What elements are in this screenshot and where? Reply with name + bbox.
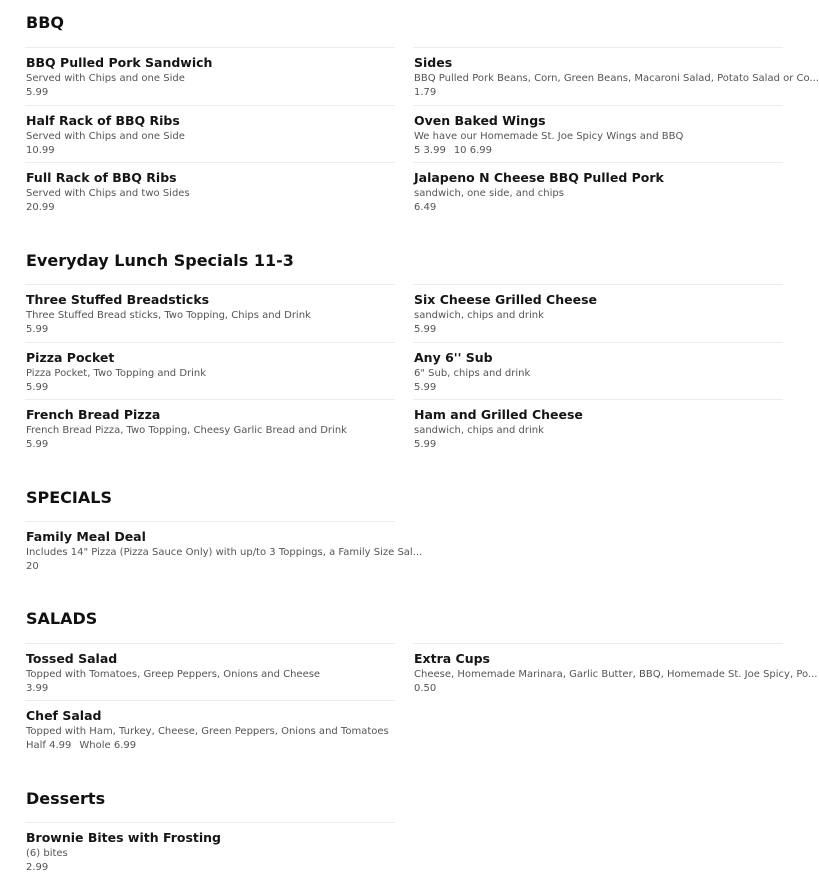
price-option: 10 6.99 (453, 145, 492, 156)
item-description: French Bread Pizza, Two Topping, Cheesy Garlic Bread and Drink (26, 425, 347, 436)
item-price: 5.99 (26, 439, 49, 450)
item-name: French Bread Pizza (26, 407, 161, 422)
item-name: Any 6'' Sub (414, 350, 493, 365)
item-description: Includes 14" Pizza (Pizza Sauce Only) with up/to 3 Toppings, a Family Size Sal... (26, 547, 423, 558)
item-description: Topped with Tomatoes, Greep Peppers, Onions and Cheese (26, 669, 321, 680)
item-price: 5.99 (26, 324, 49, 335)
item-price: 20.99 (26, 202, 55, 213)
item-description: Cheese, Homemade Marinara, Garlic Butter, BBQ, Homemade St. Joe Spicy, Po... (414, 669, 818, 680)
item-description: Topped with Ham, Turkey, Cheese, Green Peppers, Onions and Tomatoes (26, 726, 389, 737)
price-option: 5 3.99 (414, 145, 446, 156)
menu-item-pizza-pocket[interactable] (25, 342, 395, 399)
item-price: 5.99 (26, 87, 49, 98)
menu-item-bbq-pulled-pork-sandwich[interactable] (25, 47, 395, 104)
item-price: 2.99 (26, 862, 49, 873)
item-name: Six Cheese Grilled Cheese (414, 292, 598, 307)
menu-item-extra-cups[interactable] (413, 643, 818, 700)
menu-item-any-6-sub[interactable] (413, 342, 783, 399)
item-price: 5.99 (414, 324, 437, 335)
menu-item-family-meal-deal[interactable] (25, 521, 423, 578)
item-description: sandwich, chips and drink (414, 425, 544, 436)
menu-item-jalapeno-cheese-bbq-pulled-pork[interactable] (413, 162, 783, 219)
menu-item-sides[interactable] (413, 47, 819, 104)
item-description: Pizza Pocket, Two Topping and Drink (26, 368, 207, 379)
price-option: Half 4.99 (26, 740, 72, 751)
item-name: Half Rack of BBQ Ribs (26, 113, 180, 128)
menu-item-six-cheese-grilled-cheese[interactable] (413, 284, 783, 341)
item-description: sandwich, chips and drink (414, 310, 544, 321)
item-price: 5.99 (26, 382, 49, 393)
item-price: 3.99 (26, 683, 49, 694)
item-name: Chef Salad (26, 708, 102, 723)
item-price: 6.49 (414, 202, 437, 213)
section-title-bbq: BBQ (26, 13, 64, 32)
item-description: Served with Chips and two Sides (26, 188, 190, 199)
item-name: Full Rack of BBQ Ribs (26, 170, 177, 185)
item-name: Oven Baked Wings (414, 113, 546, 128)
section-title-lunch-specials: Everyday Lunch Specials 11-3 (26, 251, 294, 270)
item-price (414, 144, 783, 158)
item-name: Three Stuffed Breadsticks (26, 292, 210, 307)
item-description: Three Stuffed Bread sticks, Two Topping, Chips and Drink (26, 310, 311, 321)
menu-item-oven-baked-wings[interactable] (413, 105, 783, 162)
menu-item-tossed-salad[interactable] (25, 643, 395, 700)
item-description: 6" Sub, chips and drink (414, 368, 531, 379)
menu-item-ham-grilled-cheese[interactable] (413, 399, 783, 456)
item-name: Family Meal Deal (26, 529, 146, 544)
item-name: Sides (414, 55, 453, 70)
menu-item-brownie-bites[interactable] (25, 822, 395, 879)
item-price: 5.99 (414, 382, 437, 393)
item-name: Ham and Grilled Cheese (414, 407, 583, 422)
section-title-salads: SALADS (26, 609, 98, 628)
item-description: (6) bites (26, 848, 68, 859)
item-price: 1.79 (414, 87, 437, 98)
item-price: 0.50 (414, 683, 437, 694)
item-description: BBQ Pulled Pork Beans, Corn, Green Beans, Macaroni Salad, Potato Salad or Co... (414, 73, 819, 84)
item-name: BBQ Pulled Pork Sandwich (26, 55, 213, 70)
item-price: 5.99 (414, 439, 437, 450)
section-title-desserts: Desserts (26, 789, 106, 808)
item-price: 10.99 (26, 145, 55, 156)
item-name: Extra Cups (414, 651, 490, 666)
menu-item-chef-salad[interactable] (25, 700, 395, 757)
item-price: 20 (26, 561, 39, 572)
item-description: Served with Chips and one Side (26, 73, 185, 84)
item-name: Pizza Pocket (26, 350, 115, 365)
menu-item-full-rack-bbq-ribs[interactable] (25, 162, 395, 219)
item-description: sandwich, one side, and chips (414, 188, 564, 199)
item-name: Jalapeno N Cheese BBQ Pulled Pork (414, 170, 664, 185)
menu-item-three-stuffed-breadsticks[interactable] (25, 284, 395, 341)
price-option: Whole 6.99 (79, 740, 137, 751)
menu-item-french-bread-pizza[interactable] (25, 399, 395, 456)
item-name: Brownie Bites with Frosting (26, 830, 221, 845)
item-description: Served with Chips and one Side (26, 131, 185, 142)
menu-item-half-rack-bbq-ribs[interactable] (25, 105, 395, 162)
section-title-specials: SPECIALS (26, 488, 112, 507)
item-description: We have our Homemade St. Joe Spicy Wings and BBQ (414, 131, 684, 142)
item-price (26, 739, 395, 753)
item-name: Tossed Salad (26, 651, 118, 666)
